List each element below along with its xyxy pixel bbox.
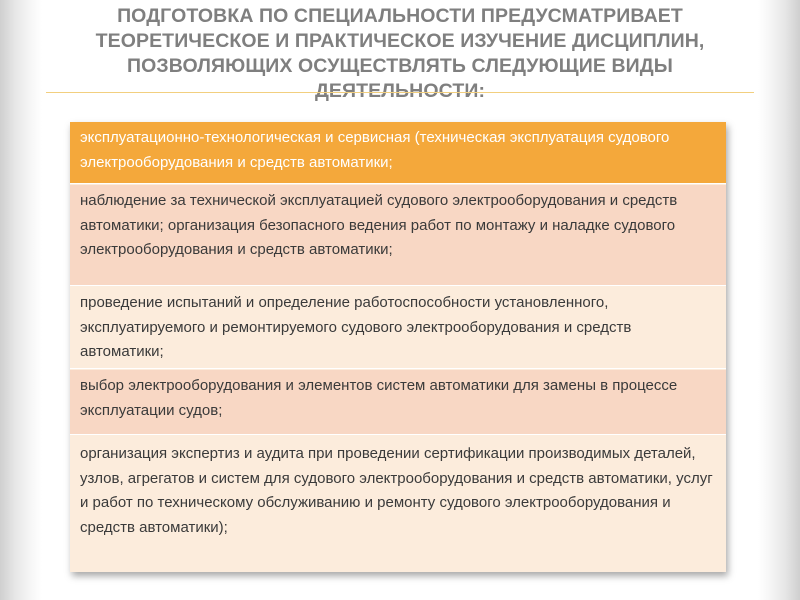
table-row: выбор электрооборудования и элементов систем автоматики для замены в процессе эксплуатации судов; [70,370,726,435]
right-edge-shadow [758,0,800,600]
title-divider-line [46,92,754,93]
table-row: организация экспертиз и аудита при проведении сертификации производимых деталей, узлов, агрегатов и систем для судового электрооборудования и средств автоматики, услуг и работ по техническому обслуживанию и ремонту судового электрооборудования и средств автоматики); [70,436,726,572]
table-row: проведение испытаний и определение работоспособности установленного, эксплуатируемого и ремонтируемого судового электрооборудования и средств автоматики; [70,287,726,369]
table-row-header: эксплуатационно-технологическая и сервисная (техническая эксплуатация судового электрооборудования и средств автоматики; [70,122,726,184]
left-edge-shadow [0,0,42,600]
activities-table [70,122,726,572]
table-row: наблюдение за технической эксплуатацией судового электрооборудования и средств автоматики; организация безопасного ведения работ по монтажу и наладке судового электрооборудования и средств автоматики; [70,185,726,286]
slide-title: ПОДГОТОВКА ПО СПЕЦИАЛЬНОСТИ ПРЕДУСМАТРИВАЕТ ТЕОРЕТИЧЕСКОЕ И ПРАКТИЧЕСКОЕ ИЗУЧЕНИЕ ДИСЦИПЛИН, ПОЗВОЛЯЮЩИХ ОСУЩЕСТВЛЯТЬ СЛЕДУЮЩИЕ ВИДЫ ДЕЯТЕЛЬНОСТИ: [95,5,705,102]
